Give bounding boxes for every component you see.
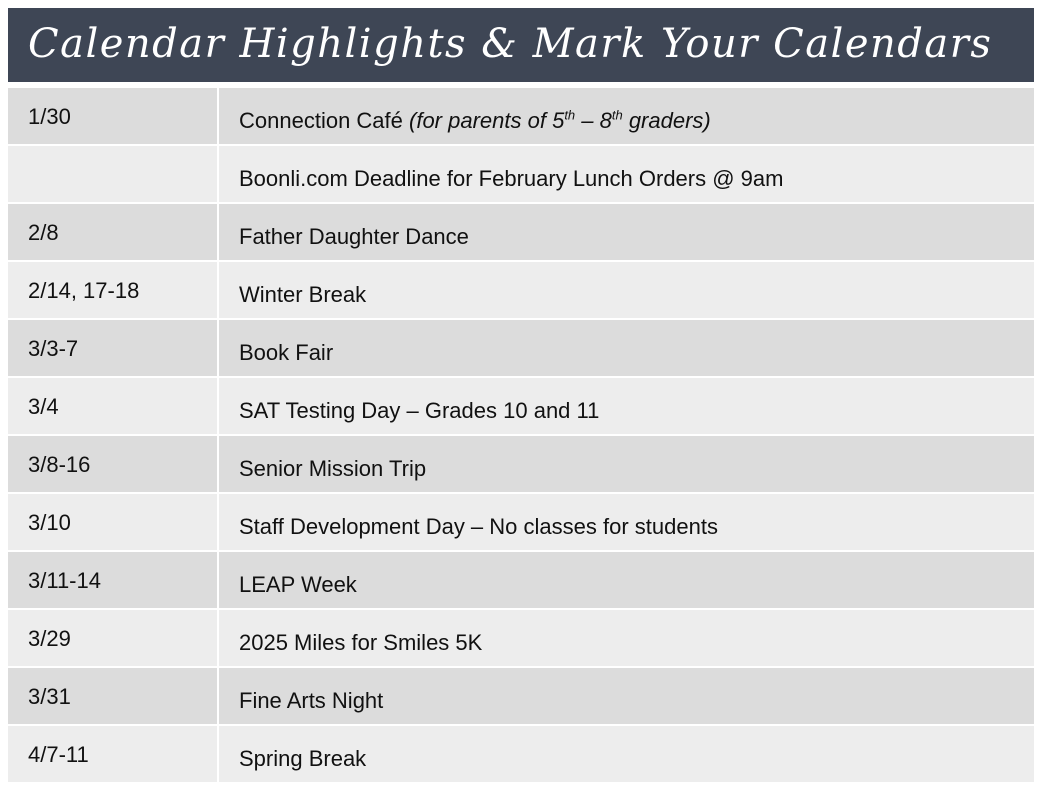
calendar-header <box>8 8 1034 82</box>
table-row <box>8 726 1034 784</box>
table-row <box>8 552 1034 610</box>
calendar-table <box>8 88 1034 784</box>
date-cell: 3/29 <box>8 610 217 666</box>
event-cell: Spring Break <box>219 726 1034 782</box>
table-row <box>8 88 1034 146</box>
date-cell <box>8 146 217 202</box>
date-cell: 3/4 <box>8 378 217 434</box>
date-cell: 1/30 <box>8 88 217 144</box>
event-cell <box>219 88 1034 144</box>
date-cell: 3/8-16 <box>8 436 217 492</box>
event-cell: Fine Arts Night <box>219 668 1034 724</box>
event-cell: 2025 Miles for Smiles 5K <box>219 610 1034 666</box>
event-cell: Book Fair <box>219 320 1034 376</box>
event-cell: LEAP Week <box>219 552 1034 608</box>
event-cell: Winter Break <box>219 262 1034 318</box>
event-cell: Senior Mission Trip <box>219 436 1034 492</box>
date-cell: 4/7-11 <box>8 726 217 782</box>
table-row <box>8 436 1034 494</box>
event-cell: SAT Testing Day – Grades 10 and 11 <box>219 378 1034 434</box>
event-note: (for parents of 5th – 8th graders) <box>409 107 711 133</box>
table-row <box>8 378 1034 436</box>
event-cell: Father Daughter Dance <box>219 204 1034 260</box>
date-cell: 3/11-14 <box>8 552 217 608</box>
page-title: Calendar Highlights & Mark Your Calendars <box>28 21 993 67</box>
table-row <box>8 204 1034 262</box>
event-cell: Boonli.com Deadline for February Lunch Orders @ 9am <box>219 146 1034 202</box>
date-cell: 3/10 <box>8 494 217 550</box>
date-cell: 3/31 <box>8 668 217 724</box>
date-cell: 2/8 <box>8 204 217 260</box>
table-row <box>8 146 1034 204</box>
table-row <box>8 262 1034 320</box>
date-cell: 3/3-7 <box>8 320 217 376</box>
table-row <box>8 494 1034 552</box>
table-row <box>8 668 1034 726</box>
event-text: Connection Café <box>239 108 409 133</box>
event-cell: Staff Development Day – No classes for students <box>219 494 1034 550</box>
table-row <box>8 610 1034 668</box>
table-row <box>8 320 1034 378</box>
date-cell: 2/14, 17-18 <box>8 262 217 318</box>
